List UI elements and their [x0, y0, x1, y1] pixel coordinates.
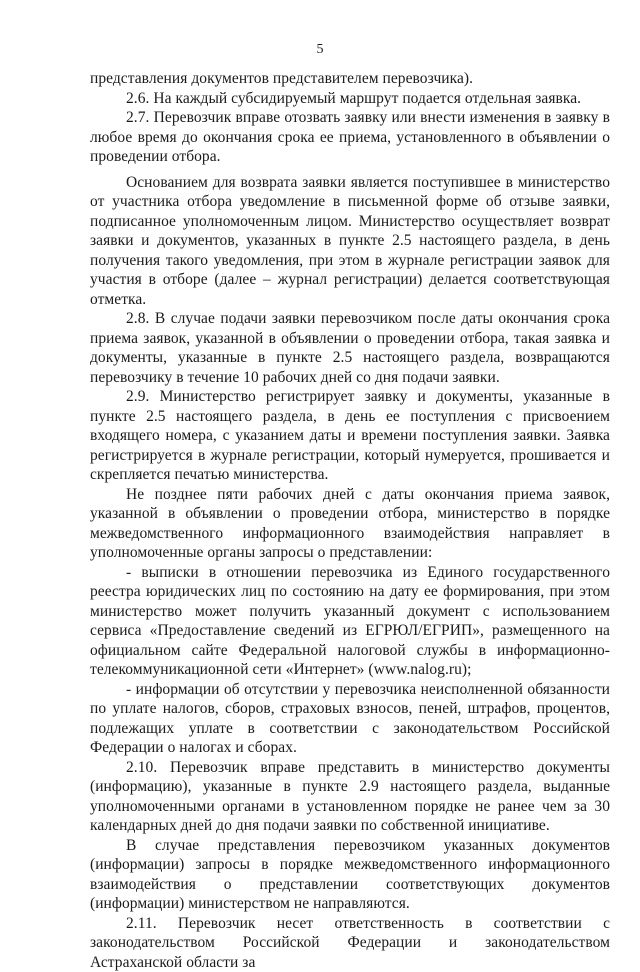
- page-number: 5: [0, 40, 640, 60]
- paragraph-return-basis: Основанием для возврата заявки является поступившее в министерство от участника отбора уведомление в письменной форме об отзыве заявки, подписанное уполномоченным лицом. Министерство осуществляет возврат заявки и документов, указанных в пункте 2.5 настоящего раздела, в день получения такого уведомления, при этом в журнале регистрации заявок для участия в отборе (далее – журнал регистрации) делается соответствующая отметка.: [90, 173, 610, 310]
- paragraph-2-8: 2.8. В случае подачи заявки перевозчиком после даты окончания срока приема заявок, указанной в объявлении о проведении отбора, такая заявка и документы, указанные в пункте 2.5 настоящего раздела, возвращаются перевозчику в течение 10 рабочих дней со дня подачи заявки.: [90, 309, 610, 387]
- list-item-egrul-extract: - выписки в отношении перевозчика из Единого государственного реестра юридических лиц по состоянию на дату ее формирования, при этом министерство может получить указанный документ с использованием сервиса «Предоставление сведений из ЕГРЮЛ/ЕГРИП», размещенного на официальном сайте Федеральной налоговой службы в информационно-телекоммуникационной сети «Интернет» (www.nalog.ru);: [90, 563, 610, 680]
- paragraph-2-11: 2.11. Перевозчик несет ответственность в соответствии с законодательством Российской Федерации и законодательством Астраханской области за: [90, 914, 610, 972]
- paragraph-2-9: 2.9. Министерство регистрирует заявку и документы, указанные в пункте 2.5 настоящего раздела, в день ее поступления с присвоением входящего номера, с указанием даты и времени поступления заявки. Заявка регистрируется в журнале регистрации, который нумеруется, прошивается и скрепляется печатью министерства.: [90, 387, 610, 485]
- paragraph-continuation: представления документов представителем перевозчика).: [90, 69, 610, 89]
- paragraph-documents-provided: В случае представления перевозчиком указанных документов (информации) запросы в порядке межведомственного информационного взаимодействия о представлении соответствующих документов (информации) министерством не направляются.: [90, 836, 610, 914]
- paragraph-2-10: 2.10. Перевозчик вправе представить в министерство документы (информацию), указанные в пункте 2.9 настоящего раздела, выданные уполномоченными органами в установленном порядке не ранее чем за 30 календарных дней до дня подачи заявки по собственной инициативе.: [90, 758, 610, 836]
- paragraph-2-7: 2.7. Перевозчик вправе отозвать заявку или внести изменения в заявку в любое время до окончания срока ее приема, установленного в объявлении о проведении отбора.: [90, 108, 610, 167]
- paragraph-interagency-requests: Не позднее пяти рабочих дней с даты окончания приема заявок, указанной в объявлении о проведении отбора, министерство в порядке межведомственного информационного взаимодействия направляет в уполномоченные органы запросы о представлении:: [90, 485, 610, 563]
- paragraph-2-6: 2.6. На каждый субсидируемый маршрут подается отдельная заявка.: [90, 89, 610, 109]
- list-item-tax-information: - информации об отсутствии у перевозчика неисполненной обязанности по уплате налогов, сборов, страховых взносов, пеней, штрафов, процентов, подлежащих уплате в соответствии с законодательством Российской Федерации о налогах и сборах.: [90, 680, 610, 758]
- document-body: [90, 69, 610, 972]
